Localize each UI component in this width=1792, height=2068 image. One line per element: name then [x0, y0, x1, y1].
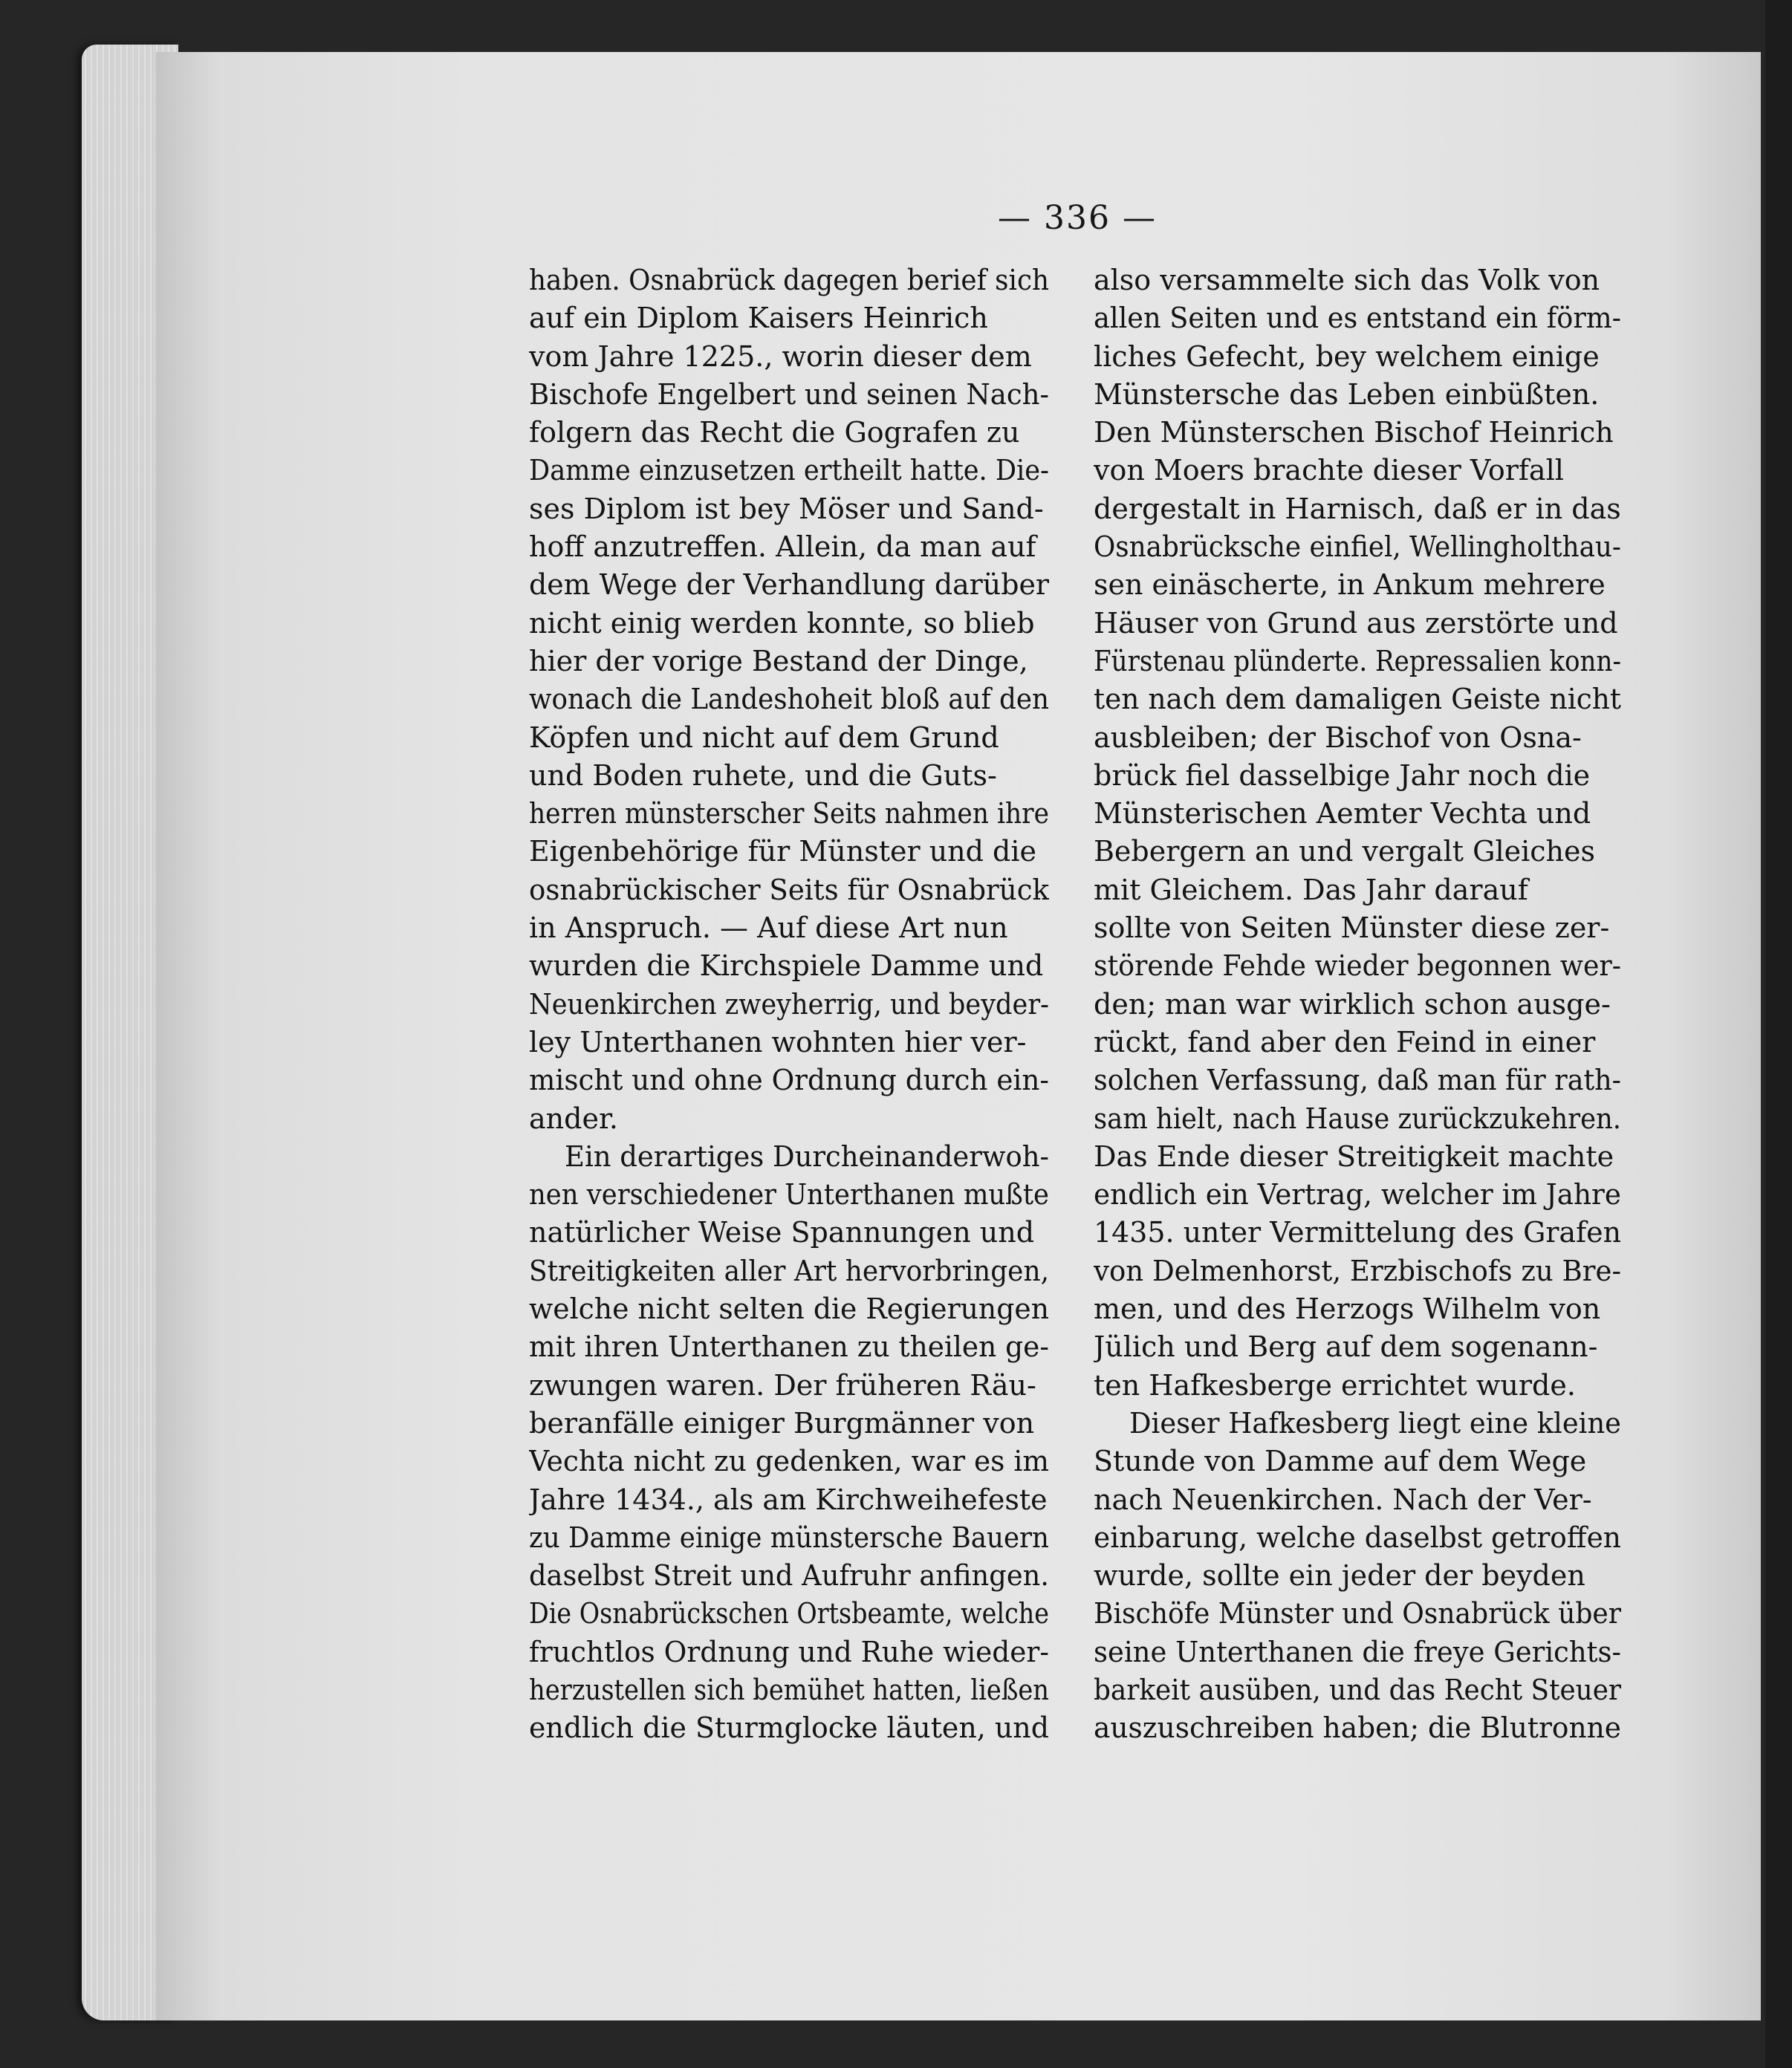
text-line: störende Fehde wieder begonnen wer- [1094, 949, 1621, 983]
text-line: von Moers brachte dieser Vorfall [1094, 454, 1564, 487]
text-line: und Boden ruhete, und die Guts- [529, 758, 997, 792]
text-line: ander. [529, 1102, 619, 1135]
text-line: osnabrückischer Seits für Osnabrück [529, 873, 1049, 906]
text-line: nach Neuenkirchen. Nach der Ver- [1094, 1483, 1592, 1516]
text-line: mit Gleichem. Das Jahr darauf [1094, 873, 1528, 906]
page-header [966, 199, 1189, 237]
text-line: Das Ende dieser Streitigkeit machte [1094, 1139, 1614, 1173]
text-line: Damme einzusetzen ertheilt hatte. Die- [529, 454, 1049, 487]
text-line: 1435. unter Vermittelung des Grafen [1094, 1216, 1621, 1249]
text-line: welche nicht selten die Regierungen [529, 1292, 1049, 1326]
text-line: Dieser Hafkesberg liegt eine kleine [1129, 1406, 1621, 1440]
text-line: Bischofe Engelbert und seinen Nach- [529, 377, 1049, 411]
text-column-right [1094, 261, 1621, 1748]
text-line: Häuser von Grund aus zerstörte und [1094, 606, 1618, 640]
header-dash-right: — [1122, 199, 1157, 237]
page-number: 336 [1044, 199, 1111, 237]
text-line: solchen Verfassung, daß man für rath- [1094, 1064, 1621, 1097]
text-line: Münsterischen Aemter Vechta und [1094, 797, 1591, 830]
text-line: Bebergern an und vergalt Gleiches [1094, 835, 1595, 868]
text-line: ten nach dem damaligen Geiste nicht [1094, 683, 1621, 716]
text-line: Osnabrücksche einfiel, Wellingholthau- [1094, 530, 1621, 564]
text-line: vom Jahre 1225., worin dieser dem [529, 339, 1032, 373]
text-line: endlich die Sturmglocke läuten, und [529, 1711, 1049, 1745]
text-line: barkeit ausüben, und das Recht Steuer [1094, 1673, 1621, 1706]
text-line: mischt und ohne Ordnung durch ein- [529, 1064, 1049, 1097]
text-line: herren münsterscher Seits nahmen ihre [529, 797, 1049, 830]
text-column-left [529, 261, 1049, 1748]
text-line: rückt, fand aber den Feind in einer [1094, 1025, 1596, 1059]
text-line: Ein derartiges Durcheinanderwoh- [565, 1139, 1049, 1173]
text-line: Münstersche das Leben einbüßten. [1094, 377, 1600, 411]
text-line: nen verschiedener Unterthanen mußte [529, 1178, 1049, 1212]
text-line: sollte von Seiten Münster diese zer- [1094, 911, 1610, 945]
text-line: dergestalt in Harnisch, daß er in das [1094, 492, 1621, 525]
text-line: ses Diplom ist bey Möser und Sand- [529, 492, 1044, 525]
text-line: also versammelte sich das Volk von [1094, 264, 1600, 296]
text-line: natürlicher Weise Spannungen und [529, 1216, 1035, 1249]
text-line: nicht einig werden konnte, so blieb [529, 606, 1035, 640]
text-line: sen einäscherte, in Ankum mehrere [1094, 568, 1606, 602]
text-line: Jahre 1434., als am Kirchweihefeste [529, 1483, 1048, 1516]
text-line: den; man war wirklich schon ausge- [1094, 987, 1611, 1021]
text-line: Bischöfe Münster und Osnabrück über [1094, 1597, 1621, 1630]
text-line: einbarung, welche daselbst getroffen [1094, 1521, 1621, 1554]
text-line: men, und des Herzogs Wilhelm von [1094, 1292, 1601, 1326]
text-line: haben. Osnabrück dagegen berief sich [529, 264, 1049, 296]
text-line: folgern das Recht die Gografen zu [529, 416, 1020, 449]
text-line: in Anspruch. — Auf diese Art nun [529, 911, 1008, 945]
text-line: Eigenbehörige für Münster und die [529, 835, 1037, 868]
text-line: wurden die Kirchspiele Damme und [529, 949, 1044, 983]
text-line: fruchtlos Ordnung und Ruhe wieder- [529, 1635, 1049, 1668]
text-line: Köpfen und nicht auf dem Grund [529, 721, 999, 754]
text-line: hoff anzutreffen. Allein, da man auf [529, 530, 1036, 564]
text-line: herzustellen sich bemühet hatten, ließen [529, 1673, 1049, 1706]
text-line: Streitigkeiten aller Art hervorbringen, [529, 1254, 1049, 1287]
text-line: wurde, sollte ein jeder der beyden [1094, 1559, 1585, 1593]
text-line: hier der vorige Bestand der Dinge, [529, 644, 1028, 677]
text-line: zwungen waren. Der früheren Räu- [529, 1368, 1036, 1402]
text-line: Fürstenau plünderte. Repressalien konn- [1094, 644, 1621, 677]
text-line: Vechta nicht zu gedenken, war es im [529, 1445, 1049, 1478]
text-line: ley Unterthanen wohnten hier ver- [529, 1025, 1027, 1059]
text-line: auf ein Diplom Kaisers Heinrich [529, 302, 988, 335]
text-line: brück fiel dasselbige Jahr noch die [1094, 758, 1591, 792]
text-line: auszuschreiben haben; die Blutronne [1094, 1711, 1621, 1745]
header-dash-left: — [998, 199, 1032, 237]
text-line: beranfälle einiger Burgmänner von [529, 1406, 1035, 1440]
text-line: dem Wege der Verhandlung darüber [529, 568, 1049, 602]
text-line: daselbst Streit und Aufruhr anfingen. [529, 1559, 1049, 1593]
text-line: seine Unterthanen die freye Gerichts- [1094, 1635, 1621, 1668]
text-line: zu Damme einige münstersche Bauern [529, 1521, 1049, 1554]
text-line: Stunde von Damme auf dem Wege [1094, 1445, 1587, 1478]
text-line: Den Münsterschen Bischof Heinrich [1094, 416, 1614, 449]
text-line: mit ihren Unterthanen zu theilen ge- [529, 1330, 1049, 1364]
text-line: von Delmenhorst, Erzbischofs zu Bre- [1094, 1254, 1621, 1287]
text-line: endlich ein Vertrag, welcher im Jahre [1094, 1178, 1621, 1212]
text-line: Neuenkirchen zweyherrig, und beyder- [529, 987, 1049, 1021]
text-line: wonach die Landeshoheit bloß auf den [529, 683, 1049, 716]
text-line: ausbleiben; der Bischof von Osna- [1094, 721, 1582, 754]
text-line: ten Hafkesberge errichtet wurde. [1094, 1368, 1576, 1402]
book-binding-shadow [1765, 0, 1792, 2068]
text-line: liches Gefecht, bey welchem einige [1094, 339, 1600, 373]
text-line: sam hielt, nach Hause zurückzukehren. [1094, 1102, 1621, 1135]
text-line: Jülich und Berg auf dem sogenann- [1094, 1330, 1598, 1364]
text-line: allen Seiten und es entstand ein förm- [1094, 302, 1621, 335]
text-line: Die Osnabrückschen Ortsbeamte, welche [529, 1597, 1049, 1630]
